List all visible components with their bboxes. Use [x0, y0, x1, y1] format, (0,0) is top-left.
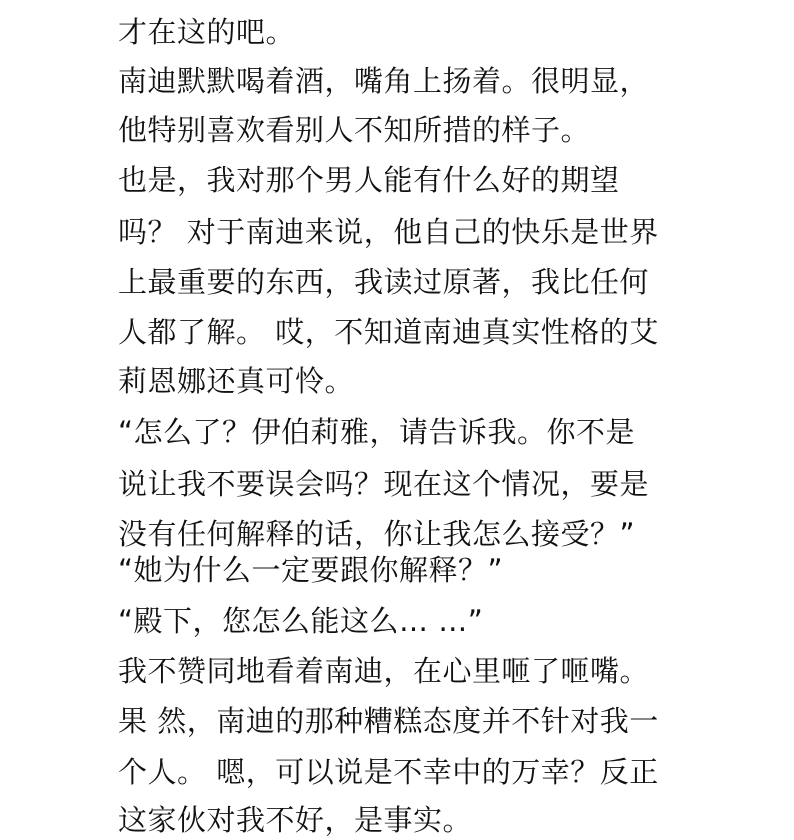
text-line-15: 果 然，南迪的那种糟糕态度并不针对我一	[118, 704, 659, 738]
text-line-12: “她为什么一定要跟你解释？”	[118, 553, 504, 587]
text-line-14: 我不赞同地看着南迪，在心里咂了咂嘴。	[118, 654, 650, 688]
text-line-2: 南迪默默喝着酒，嘴角上扬着。很明显，	[118, 64, 650, 98]
text-line-11: 没有任何解释的话，你让我怎么接受？”	[118, 517, 636, 551]
text-line-8: 莉恩娜还真可怜。	[118, 364, 355, 398]
text-line-9: “怎么了？伊伯莉雅，请告诉我。你不是	[118, 415, 636, 449]
text-line-16: 个人。 嗯，可以说是不幸中的万幸？反正	[118, 755, 659, 789]
text-line-10: 说让我不要误会吗？现在这个情况，要是	[118, 467, 650, 501]
text-line-5: 吗？ 对于南迪来说，他自己的快乐是世界	[118, 215, 659, 249]
text-line-4: 也是，我对那个男人能有什么好的期望	[118, 163, 620, 197]
text-line-3: 他特别喜欢看别人不知所措的样子。	[118, 113, 591, 147]
text-line-13: “殿下，您怎么能这么… …”	[118, 604, 484, 638]
text-line-17: 这家伙对我不好，是事实。	[118, 803, 473, 837]
text-line-1: 才在这的吧。	[118, 15, 296, 49]
text-line-7: 人都了解。 哎，不知道南迪真实性格的艾	[118, 315, 659, 349]
text-line-6: 上最重要的东西，我读过原著，我比任何	[118, 265, 650, 299]
